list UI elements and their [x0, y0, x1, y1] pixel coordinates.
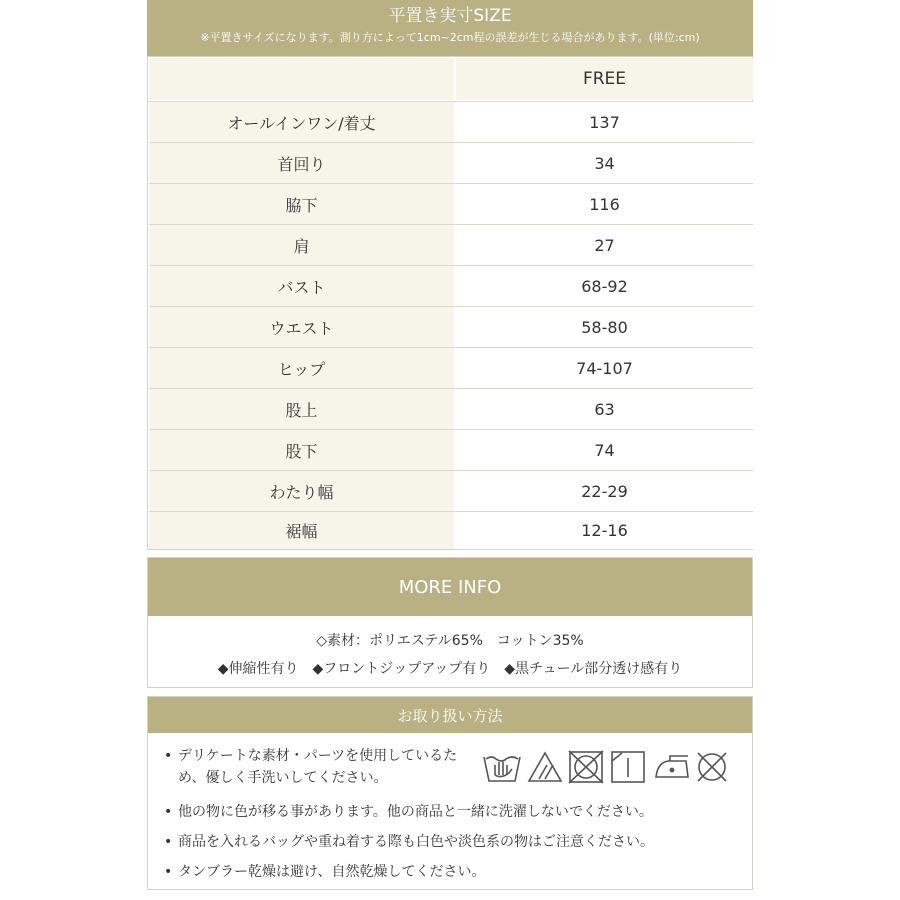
care-text: 商品を入れるバッグや重ね着する際も白色や淡色系の物はご注意ください。	[178, 834, 654, 850]
table-row	[149, 511, 753, 549]
size-table-corner	[149, 58, 454, 100]
size-table	[147, 56, 753, 550]
table-row	[149, 429, 753, 470]
size-value: 63	[456, 389, 753, 429]
care-text: タンブラー乾燥は避け、自然乾燥してください。	[178, 864, 486, 880]
table-row	[149, 101, 753, 142]
material-line: ◇素材：ポリエステル65% コットン35%	[316, 633, 584, 649]
table-row	[149, 142, 753, 183]
size-label: ウエスト	[149, 307, 454, 347]
size-label: オールインワン/着丈	[149, 102, 454, 142]
table-row	[149, 306, 753, 347]
bleach-icon	[529, 753, 561, 781]
size-value: 116	[456, 184, 753, 224]
more-info-section	[147, 557, 753, 688]
table-row	[149, 347, 753, 388]
size-section-note: ※平置きサイズになります。測り方によって1cm~2cm程の誤差が生じる場合があります。(単位:cm)	[200, 31, 700, 44]
care-title: お取り扱い方法	[148, 697, 752, 733]
size-value: 74-107	[456, 348, 753, 388]
size-value: 68-92	[456, 266, 753, 306]
size-value: 74	[456, 430, 753, 470]
care-line-2	[164, 801, 653, 823]
features-line: ◆伸縮性有り ◆フロントジップアップ有り ◆黒チュール部分透け感有り	[217, 661, 683, 677]
size-label: わたり幅	[149, 471, 454, 511]
size-value: 27	[456, 225, 753, 265]
size-value: 137	[456, 102, 753, 142]
size-label: 裾幅	[149, 512, 454, 549]
care-line-4	[164, 861, 485, 883]
care-text: 他の物に色が移る事があります。他の商品と一緒に洗濯しないでください。	[178, 804, 653, 820]
bullet: •	[164, 834, 173, 850]
size-label: 股下	[149, 430, 454, 470]
size-label: 肩	[149, 225, 454, 265]
size-label: 首回り	[149, 143, 454, 183]
size-value: 12-16	[456, 512, 753, 549]
care-section	[147, 696, 753, 890]
size-value: 22-29	[456, 471, 753, 511]
size-value: 58-80	[456, 307, 753, 347]
size-column-header: FREE	[456, 58, 753, 100]
care-line-1	[164, 745, 464, 789]
table-row	[149, 183, 753, 224]
hand-wash-icon	[484, 757, 520, 781]
size-label: 股上	[149, 389, 454, 429]
size-table-header-row	[149, 58, 753, 100]
size-label: バスト	[149, 266, 454, 306]
size-label: 脇下	[149, 184, 454, 224]
iron-low-icon	[656, 756, 688, 777]
more-info-title: MORE INFO	[148, 558, 752, 616]
table-row	[149, 224, 753, 265]
care-text: デリケートな素材・パーツを使用しているため、優しく手洗いしてください。	[178, 748, 458, 786]
bullet: •	[164, 864, 173, 880]
table-row	[149, 265, 753, 306]
size-value: 34	[456, 143, 753, 183]
no-dry-clean-icon	[698, 753, 726, 781]
table-row	[149, 388, 753, 429]
size-section-title: 平置き実寸SIZE	[388, 6, 512, 26]
table-row	[149, 470, 753, 511]
bullet: •	[164, 804, 173, 820]
size-section-header	[147, 0, 753, 56]
no-tumble-dry-icon	[569, 751, 603, 783]
line-dry-icon	[612, 752, 644, 782]
care-icons	[482, 745, 732, 785]
size-label: ヒップ	[149, 348, 454, 388]
bullet: •	[164, 748, 173, 764]
care-line-3	[164, 831, 654, 853]
